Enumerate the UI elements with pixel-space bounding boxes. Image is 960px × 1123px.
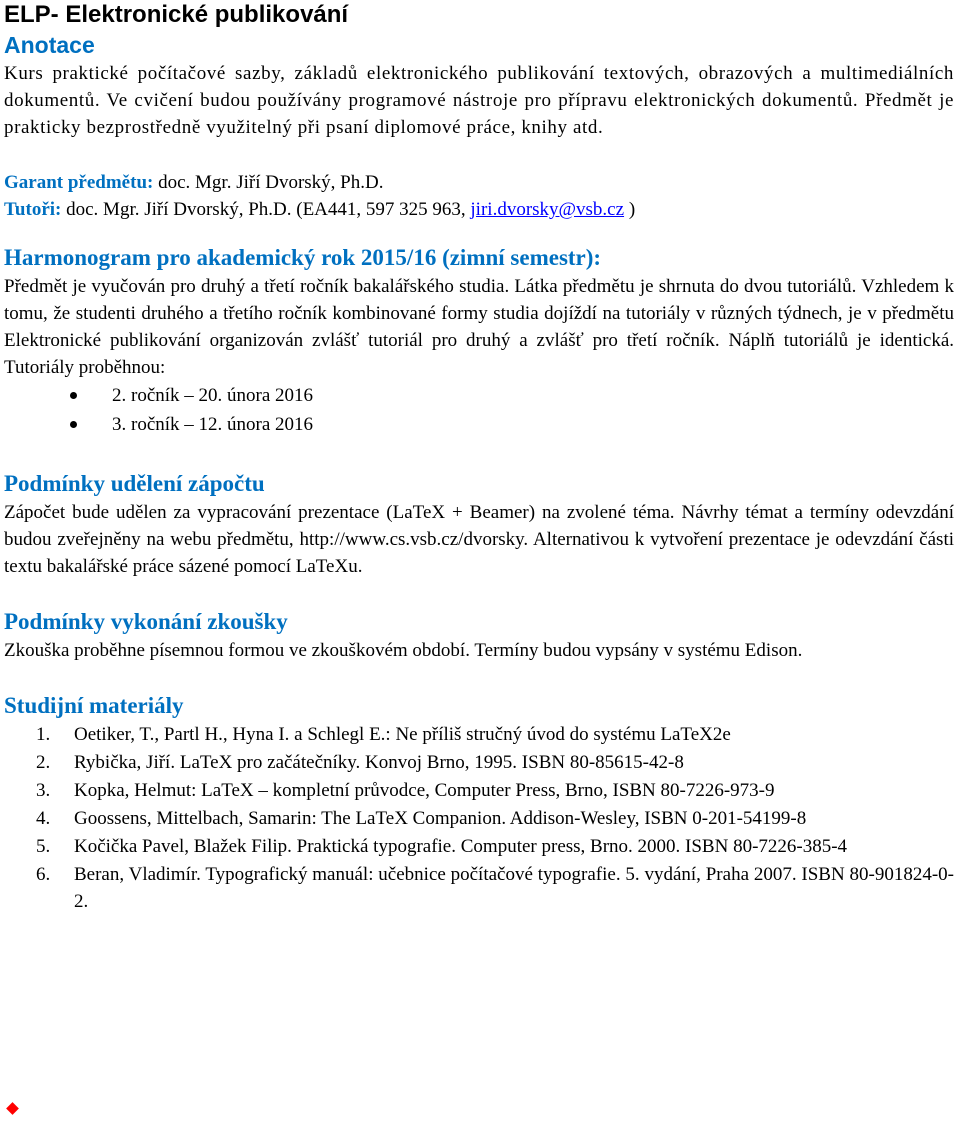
item-number: 6.	[36, 864, 51, 885]
tutori-suffix: )	[624, 199, 636, 220]
item-text: Goossens, Mittelbach, Samarin: The LaTeX Companion. Addison-Wesley, ISBN 0-201-54199-8	[74, 808, 807, 829]
tutor-email-link[interactable]: jiri.dvorsky@vsb.cz	[470, 199, 625, 220]
list-item	[4, 805, 954, 832]
materials-list	[4, 721, 954, 915]
garant-line	[4, 169, 954, 196]
zkouska-text: Zkouška proběhne písemnou formou ve zkouškovém období. Termíny budou vypsány v systému Edison.	[4, 640, 803, 661]
list-item: 2. ročník – 20. února 2016	[4, 381, 954, 410]
item-text: Beran, Vladimír. Typografický manuál: učebnice počítačové typografie. 5. vydání, Praha 2007. ISBN 80-901824-0-2.	[74, 864, 954, 912]
zapocet-text: Zápočet bude udělen za vypracování prezentace (LaTeX + Beamer) na zvolené téma. Návrhy témat a termíny odevzdání budou zveřejněny na webu předmětu, http://www.cs.vsb.cz/dvorsky. Alternativou k vytvoření prezentace je odevzdání části textu bakalářské práce sázené pomocí LaTeXu.	[4, 502, 954, 577]
item-number: 5.	[36, 836, 51, 857]
item-number: 3.	[36, 780, 51, 801]
anotace-heading: Anotace	[4, 32, 95, 58]
tutori-value: doc. Mgr. Jiří Dvorský, Ph.D. (EA441, 597 325 963,	[61, 199, 471, 220]
harmonogram-text: Předmět je vyučován pro druhý a třetí ročník bakalářského studia. Látka předmětu je shrnuta do dvou tutoriálů. Vzhledem k tomu, že studenti druhého a třetího ročník kombinované formy studia dojíždí na tutoriály v různých týdnech, je v předmětu Elektronické publikování organizován zvlášť tutoriál pro druhý a zvlášť pro třetí ročník. Náplň tutoriálů je identická. Tutoriály proběhnou:	[4, 276, 954, 378]
list-item	[4, 861, 954, 915]
document-title: ELP- Elektronické publikování	[4, 1, 349, 28]
document-page	[4, 0, 954, 916]
item-number: 4.	[36, 808, 51, 829]
item-text: Kopka, Helmut: LaTeX – kompletní průvodce, Computer Press, Brno, ISBN 80-7226-973-9	[74, 780, 775, 801]
garant-value: doc. Mgr. Jiří Dvorský, Ph.D.	[153, 172, 384, 193]
zapocet-heading: Podmínky udělení zápočtu	[4, 471, 265, 496]
item-number: 1.	[36, 724, 51, 745]
list-item	[4, 749, 954, 776]
red-diamond-bullet-icon	[6, 1102, 19, 1115]
zkouska-heading: Podmínky vykonání zkoušky	[4, 609, 288, 634]
materialy-heading: Studijní materiály	[4, 693, 184, 718]
garant-label: Garant předmětu:	[4, 172, 154, 193]
item-text: Kočička Pavel, Blažek Filip. Praktická typografie. Computer press, Brno. 2000. ISBN 80-7226-385-4	[74, 836, 848, 857]
tutori-label: Tutoři:	[4, 199, 62, 220]
list-item	[4, 721, 954, 748]
item-number: 2.	[36, 752, 51, 773]
harmonogram-heading: Harmonogram pro akademický rok 2015/16 (zimní semestr):	[4, 245, 602, 270]
item-text: Rybička, Jiří. LaTeX pro začátečníky. Konvoj Brno, 1995. ISBN 80-85615-42-8	[74, 752, 684, 773]
list-item	[4, 777, 954, 804]
list-item: 3. ročník – 12. února 2016	[4, 410, 954, 439]
tutori-line	[4, 196, 954, 223]
item-text: Oetiker, T., Partl H., Hyna I. a Schlegl E.: Ne příliš stručný úvod do systému LaTeX2e	[74, 724, 731, 745]
list-item	[4, 833, 954, 860]
anotace-text: Kurs praktické počítačové sazby, základů elektronického publikování textových, obrazových a multimediálních dokumentů. Ve cvičení budou používány programové nástroje pro přípravu elektronických dokumentů. Předmět je prakticky bezprostředně využitelný při psaní diplomové práce, knihy atd.	[4, 63, 954, 138]
tutorial-dates-list	[4, 381, 954, 439]
